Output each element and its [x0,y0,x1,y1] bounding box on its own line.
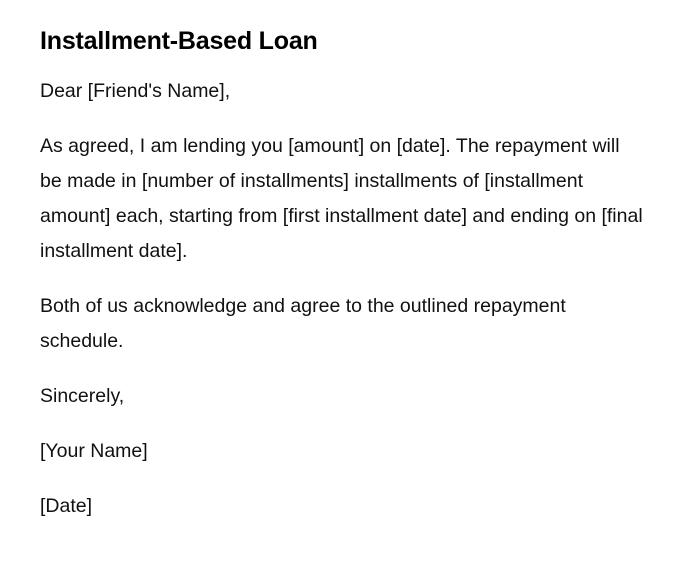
signature-date: [Date] [40,495,93,517]
document-title: Installment-Based Loan [40,27,318,55]
greeting: Dear [Friend's Name], [40,80,231,102]
acknowledgement-paragraph: Both of us acknowledge and agree to the outlined repayment schedule. [40,295,566,352]
signature-name: [Your Name] [40,440,148,462]
loan-terms-paragraph: As agreed, I am lending you [amount] on [date]. The repayment will be made in [number of installments] installments of [installment amount] each, starting from [first installment date] and ending on [final installment date]. [40,135,643,262]
closing-line: Sincerely, [40,385,125,407]
